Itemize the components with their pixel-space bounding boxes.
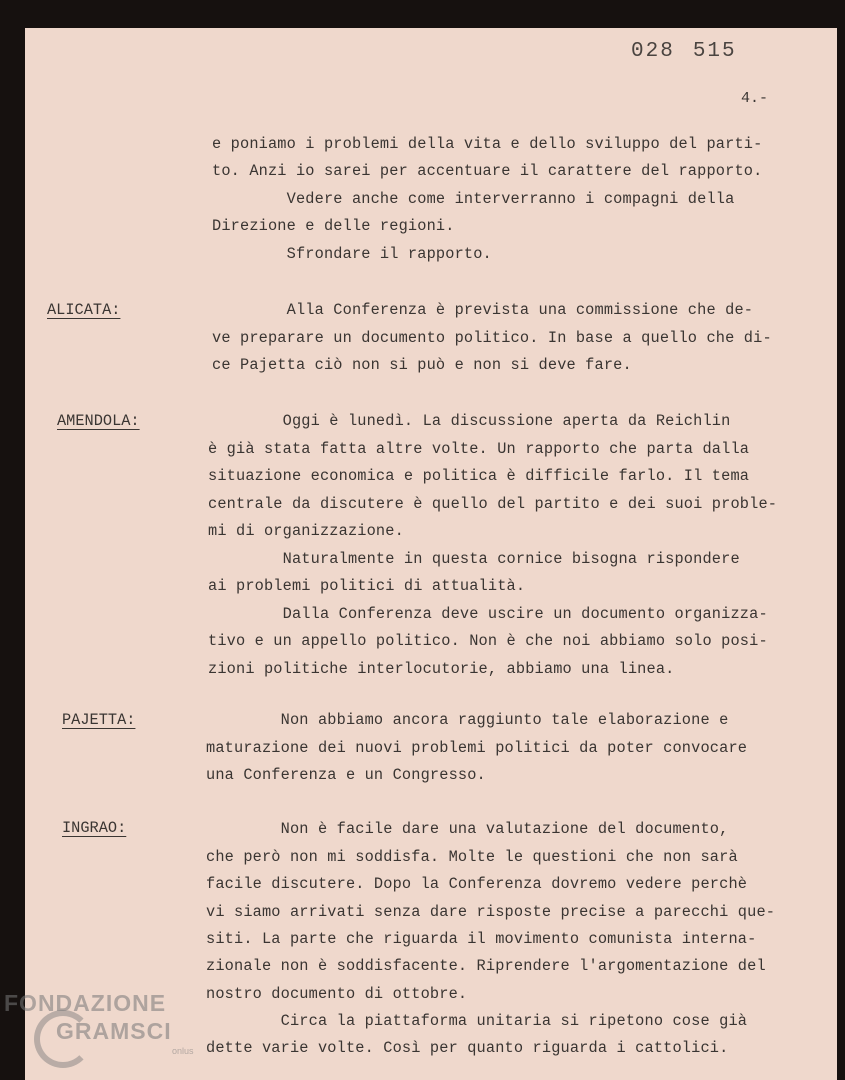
text-line: Naturalmente in questa cornice bisogna rispondere xyxy=(208,550,740,568)
text-line: facile discutere. Dopo la Conferenza dovremo vedere perchè xyxy=(206,875,748,893)
text-line: che però non mi soddisfa. Molte le questioni che non sarà xyxy=(206,848,738,866)
page-number: 4.- xyxy=(741,90,769,107)
text-line: ve preparare un documento politico. In base a quello che di- xyxy=(212,329,772,347)
text-line: situazione economica e politica è difficile farlo. Il tema xyxy=(208,467,750,485)
text-line: siti. La parte che riguarda il movimento comunista interna- xyxy=(206,930,757,948)
text-line: maturazione dei nuovi problemi politici da poter convocare xyxy=(206,739,748,757)
text-line: Circa la piattaforma unitaria si ripetono cose già xyxy=(206,1012,748,1030)
speaker-name: AMENDOLA: xyxy=(57,412,140,430)
text-line: Non è facile dare una valutazione del documento, xyxy=(206,820,729,838)
text-line: to. Anzi io sarei per accentuare il carattere del rapporto. xyxy=(212,162,763,180)
text-line: zionale non è soddisfacente. Riprendere l'argomentazione del xyxy=(206,957,766,975)
speaker-name: ALICATA: xyxy=(47,301,121,319)
text-line: una Conferenza e un Congresso. xyxy=(206,766,486,784)
text-line: dette varie volte. Così per quanto riguarda i cattolici. xyxy=(206,1039,729,1057)
text-line: mi di organizzazione. xyxy=(208,522,404,540)
text-line: tivo e un appello politico. Non è che noi abbiamo solo posi- xyxy=(208,632,768,650)
text-line: centrale da discutere è quello del partito e dei suoi proble- xyxy=(208,495,778,513)
text-line: Alla Conferenza è prevista una commissione che de- xyxy=(212,301,754,319)
speaker-name: PAJETTA: xyxy=(62,711,136,729)
archive-stamp-left: 028 xyxy=(631,40,675,63)
watermark-line3: onlus xyxy=(172,1046,194,1056)
text-line: ai problemi politici di attualità. xyxy=(208,577,526,595)
watermark-logo xyxy=(4,990,214,1070)
text-line: e poniamo i problemi della vita e dello sviluppo del parti- xyxy=(212,135,763,153)
archive-stamp xyxy=(631,40,755,63)
text-line: Oggi è lunedì. La discussione aperta da Reichlin xyxy=(208,412,731,430)
text-line: Vedere anche come interverranno i compagni della xyxy=(212,190,735,208)
text-line: è già stata fatta altre volte. Un rapporto che parta dalla xyxy=(208,440,750,458)
text-line: nostro documento di ottobre. xyxy=(206,985,468,1003)
text-line: Dalla Conferenza deve uscire un documento organizza- xyxy=(208,605,768,623)
watermark-line1: FONDAZIONE xyxy=(4,990,167,1016)
text-line: ce Pajetta ciò non si può e non si deve fare. xyxy=(212,356,632,374)
archive-stamp-right: 515 xyxy=(692,40,737,63)
text-line: Non abbiamo ancora raggiunto tale elaborazione e xyxy=(206,711,729,729)
document-page xyxy=(25,28,837,1080)
text-line: vi siamo arrivati senza dare risposte precise a parecchi que- xyxy=(206,903,776,921)
speaker-name: INGRAO: xyxy=(62,819,127,837)
text-line: Direzione e delle regioni. xyxy=(212,217,455,235)
text-line: zioni politiche interlocutorie, abbiamo una linea. xyxy=(208,660,675,678)
watermark-line2: GRAMSCI xyxy=(56,1018,172,1044)
text-line: Sfrondare il rapporto. xyxy=(212,245,492,263)
